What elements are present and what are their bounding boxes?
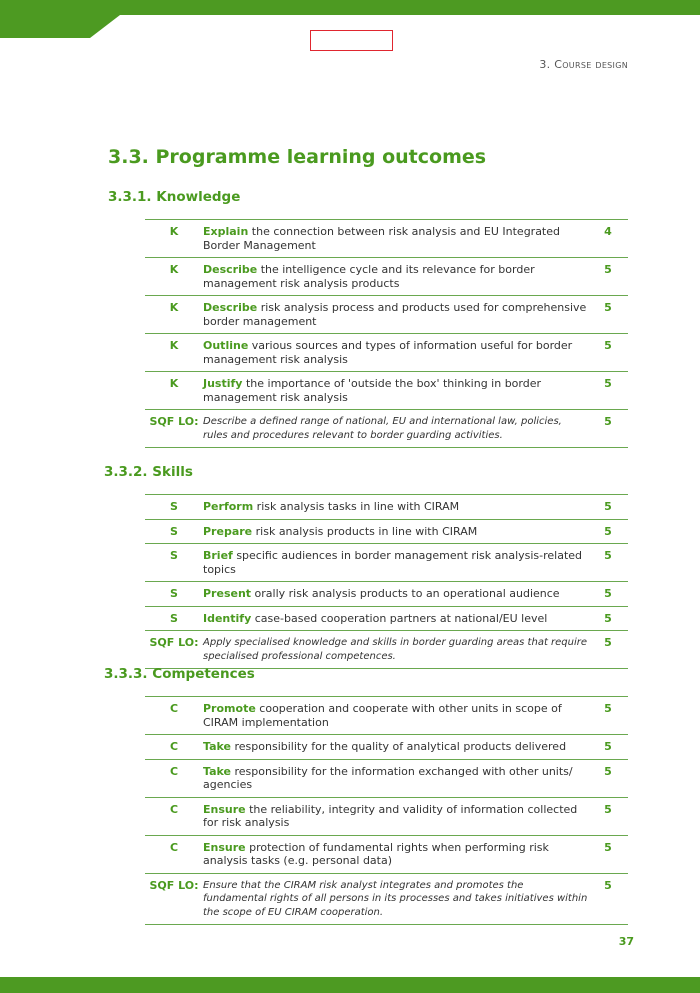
outcome-text: specific audiences in border management risk analysis-related topics <box>203 549 583 576</box>
outcome-description <box>203 841 588 868</box>
outcome-text: risk analysis products in line with CIRAM <box>252 524 478 538</box>
outcome-row <box>145 582 628 607</box>
running-head-title: Course design <box>554 58 628 71</box>
outcome-verb: Justify <box>203 377 243 390</box>
sqf-description: Apply specialised knowledge and skills in border guarding areas that require specialised professional competences. <box>203 637 588 662</box>
outcome-level: 5 <box>604 611 612 625</box>
outcome-level: 5 <box>604 549 612 562</box>
outcome-description <box>203 377 588 404</box>
section-number: 3.3.3. <box>104 666 148 682</box>
outcome-code: K <box>169 377 179 390</box>
outcome-verb: Take <box>203 740 231 753</box>
outcome-level: 5 <box>604 764 612 778</box>
section-heading-knowledge <box>108 189 240 205</box>
sqf-label: SQF LO: <box>149 878 199 892</box>
outcome-code: C <box>169 840 179 854</box>
outcome-verb: Present <box>203 587 252 600</box>
outcome-code: S <box>170 500 178 513</box>
outcome-row <box>145 258 628 296</box>
outcome-row <box>145 495 628 520</box>
knowledge-table <box>145 219 628 448</box>
outcome-verb: Brief <box>203 549 233 562</box>
outcome-text: risk analysis process and products used for comprehensive border management <box>203 301 587 328</box>
outcome-description <box>203 500 588 514</box>
sqf-level: 5 <box>604 415 612 428</box>
sqf-label: SQF LO: <box>149 415 199 428</box>
outcome-row <box>145 798 628 836</box>
outcome-code: S <box>170 549 178 562</box>
outcome-verb: Prepare <box>203 524 253 538</box>
outcome-level: 4 <box>604 225 612 238</box>
outcome-verb: Identify <box>203 611 252 625</box>
outcome-text: cooperation and cooperate with other units in scope of CIRAM implementation <box>203 702 562 729</box>
outcome-verb: Describe <box>203 301 258 314</box>
outcome-level: 5 <box>604 740 612 753</box>
outcome-row <box>145 372 628 410</box>
outcome-text: protection of fundamental rights when performing risk analysis tasks (e.g. personal data) <box>203 840 549 867</box>
section-number: 3.3.1. <box>108 189 152 205</box>
section-title: Knowledge <box>156 189 241 205</box>
outcome-description <box>203 612 588 626</box>
bottom-green-bar <box>0 977 700 993</box>
outcome-level: 5 <box>604 802 612 816</box>
outcome-row <box>145 334 628 372</box>
outcome-description <box>203 263 588 290</box>
outcome-level: 5 <box>604 500 612 513</box>
outcome-verb: Ensure <box>203 802 246 816</box>
outcome-row <box>145 520 628 545</box>
outcome-text: the intelligence cycle and its relevance for border management risk analysis products <box>203 263 535 290</box>
sqf-level: 5 <box>604 878 612 892</box>
section-title: Competences <box>152 666 255 682</box>
sqf-row <box>145 874 628 926</box>
outcome-verb: Outline <box>203 339 249 352</box>
outcome-description <box>203 525 588 539</box>
running-head-number: 3. <box>539 58 555 71</box>
outcome-verb: Ensure <box>203 840 246 854</box>
outcome-row <box>145 760 628 798</box>
competences-table <box>145 696 628 925</box>
sqf-label: SQF LO: <box>149 636 199 649</box>
section-title: Skills <box>152 464 193 480</box>
outcome-text: the connection between risk analysis and EU Integrated Border Management <box>203 225 560 252</box>
sqf-description: Describe a defined range of national, EU and international law, policies, rules and procedures relevant to border guarding activities. <box>203 416 562 441</box>
outcome-description <box>203 765 588 792</box>
sqf-level: 5 <box>604 636 612 649</box>
outcome-text: case-based cooperation partners at national/EU level <box>251 611 548 625</box>
outcome-row <box>145 544 628 582</box>
outcome-code: S <box>170 524 178 538</box>
outcome-code: S <box>170 587 178 600</box>
outcome-description <box>203 702 588 729</box>
section-number: 3.3.2. <box>104 464 148 480</box>
outcome-code: C <box>169 702 179 715</box>
page-title: 3.3. Programme learning outcomes <box>108 146 487 168</box>
outcome-row <box>145 836 628 874</box>
highlight-box <box>310 30 393 51</box>
outcome-level: 5 <box>604 524 612 538</box>
outcome-text: the reliability, integrity and validity of information collected for risk analysis <box>203 802 578 829</box>
outcome-verb: Describe <box>203 263 258 276</box>
outcome-text: responsibility for the information exchanged with other units/ agencies <box>203 764 573 791</box>
outcome-description <box>203 339 588 366</box>
outcome-code: K <box>169 301 179 314</box>
outcome-code: C <box>169 764 179 778</box>
outcome-level: 5 <box>604 377 612 390</box>
outcome-level: 5 <box>604 702 612 715</box>
outcome-verb: Promote <box>203 702 256 715</box>
outcome-description <box>203 549 588 576</box>
outcome-row <box>145 735 628 760</box>
outcome-level: 5 <box>604 587 612 600</box>
outcome-text: risk analysis tasks in line with CIRAM <box>253 500 460 513</box>
section-heading-skills <box>104 464 193 480</box>
outcome-description <box>203 225 588 252</box>
outcome-verb: Explain <box>203 225 249 238</box>
page-number: 37 <box>618 935 634 948</box>
outcome-code: C <box>169 802 179 816</box>
outcome-code: K <box>169 263 179 276</box>
outcome-row <box>145 607 628 632</box>
outcome-code: K <box>169 225 179 238</box>
outcome-level: 5 <box>604 301 612 314</box>
outcome-level: 5 <box>604 339 612 352</box>
outcome-code: K <box>169 339 179 352</box>
outcome-code: S <box>170 611 178 625</box>
outcome-code: C <box>169 740 179 753</box>
outcome-row <box>145 697 628 735</box>
outcome-level: 5 <box>604 263 612 276</box>
running-head <box>539 58 628 71</box>
outcome-description <box>203 587 588 601</box>
skills-table <box>145 494 628 669</box>
outcome-text: various sources and types of information useful for border management risk analysis <box>203 339 573 366</box>
outcome-text: responsibility for the quality of analytical products delivered <box>231 740 567 753</box>
outcome-description <box>203 301 588 328</box>
outcome-row <box>145 296 628 334</box>
sqf-row <box>145 410 628 448</box>
sqf-row <box>145 631 628 669</box>
sqf-description: Ensure that the CIRAM risk analyst integrates and promotes the fundamental rights of all persons in its processes and takes initiatives within the scope of EU CIRAM cooperation. <box>203 879 588 918</box>
outcome-verb: Perform <box>203 500 254 513</box>
section-heading-competences <box>104 666 255 682</box>
outcome-verb: Take <box>203 764 231 778</box>
outcome-description <box>203 740 588 754</box>
outcome-text: orally risk analysis products to an operational audience <box>251 587 560 600</box>
outcome-level: 5 <box>604 840 612 854</box>
outcome-text: the importance of 'outside the box' thinking in border management risk analysis <box>203 377 542 404</box>
outcome-description <box>203 803 588 830</box>
outcome-row <box>145 220 628 258</box>
